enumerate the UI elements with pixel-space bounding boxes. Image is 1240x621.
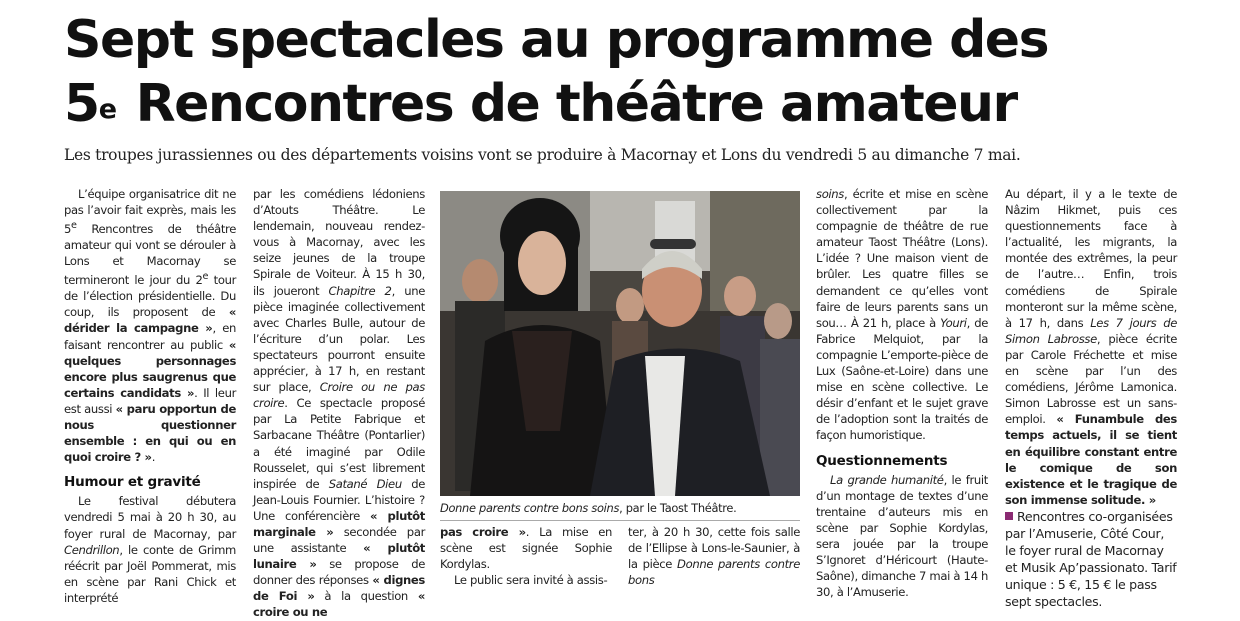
subheading-questionnements: Questionnements bbox=[816, 452, 948, 469]
headline-number: 5 bbox=[64, 74, 99, 134]
article-column-1 bbox=[64, 186, 236, 606]
headline-superscript: e bbox=[98, 94, 117, 125]
paragraph-continued: par les comédiens lédoniens d’Atouts Théâtre. Le lendemain, nouveau rendez-vous à Macornay, avec les seize jeunes de la troupe Spirale de Voiteur. À 15 h 30, ils joueront Chapitre 2, une pièce imaginée collectivement avec Charles Bulle, autour de l’écriture d’un polar. Les spectateurs pourront ensuite apprécier, à 17 h, en restant sur place, Croire ou ne pas croire. Ce spectacle proposé par La Petite Fabrique et Sarbacane Théâtre (Pontarlier) a été imaginé par Odile Rousselet, qui s’est librement inspirée de Satané Dieu de Jean-Louis Fournier. L’histoire ? Une conférencière « plutôt marginale » secondée par une assistante « plutôt lunaire » se propose de donner des réponses « dignes de Foi » à la question « croire ou ne bbox=[253, 187, 425, 620]
caption-title: Donne parents contre bons soins bbox=[440, 501, 620, 515]
paragraph-intro: L’équipe organisatrice dit ne pas l’avoir fait exprès, mais les 5e Rencontres de théâtre amateur qui vont se dérouler à Lons et Macornay se termineront le jour du 2e tour de l’élection présidentielle. Du coup, ils proposent de « dérider la campagne », en faisant rencontrer au public « quelques personnages encore plus saugrenus que certains candidats ». Il leur est aussi « paru opportun de nous questionner ensemble : en qui ou en quoi croire ? ». bbox=[64, 187, 236, 465]
paragraph-soins: soins, écrite et mise en scène collectivement par la compagnie de théâtre de rue amateur Taost Théâtre (Lons). L’idée ? Une maison vient de brûler. Les quatre filles se demandent ce qu’elles vont faire de leurs parents sans un sou… À 21 h, place à Youri, de Fabrice Melquiot, par la compagnie L’emporte-pièce de Lux (Saône-et-Loire) dans une mise en scène collective. Le désir d’enfant et le sujet grave de l’adoption sont la traités de façon humoristique. bbox=[816, 187, 989, 443]
paragraph-mise-en-scene: pas croire ». La mise en scène est signée Sophie Kordylas. bbox=[440, 525, 613, 572]
article-column-3 bbox=[440, 524, 612, 588]
headline-line-2 bbox=[64, 68, 1017, 140]
photo-illustration bbox=[440, 191, 800, 496]
paragraph-humanite: La grande humanité, le fruit d’un montage de textes d’une trentaine d’auteurs mis en scène par Sophie Kordylas, sera jouée par la troupe S’Ignoret d’Héricourt (Haute-Saône), dimanche 7 mai à 14 h 30, à l’Amuserie. bbox=[816, 472, 988, 600]
caption-rest: , par le Taost Théâtre. bbox=[619, 501, 737, 515]
bullet-square-icon bbox=[1005, 512, 1013, 520]
caption-divider bbox=[440, 520, 800, 521]
paragraph-public: Le public sera invité à assis- bbox=[454, 573, 608, 588]
photo-two-actors bbox=[440, 191, 800, 496]
deck-subtitle: Les troupes jurassiennes ou des départements voisins vont se produire à Macornay et Lons du vendredi 5 au dimanche 7 mai. bbox=[64, 146, 1021, 164]
article-column-2 bbox=[253, 186, 425, 621]
paragraph-ellipse: ter, à 20 h 30, cette fois salle de l’Ellipse à Lons-le-Saunier, à la pièce Donne parents contre bons bbox=[628, 525, 800, 588]
article-column-6 bbox=[1005, 186, 1177, 610]
article-column-4 bbox=[628, 524, 800, 588]
headline-line-1: Sept spectacles au programme des bbox=[64, 10, 1049, 70]
headline-rest: Rencontres de théâtre amateur bbox=[135, 74, 1017, 134]
subheading-humour: Humour et gravité bbox=[64, 474, 201, 491]
paragraph-festival: Le festival débutera vendredi 5 mai à 20 h 30, au foyer rural de Macornay, par Cendrillon, le conte de Grimm réécrit par Joël Pommerat, mis en scène par Rani Chick et interprété bbox=[64, 494, 236, 605]
article-column-5 bbox=[816, 186, 988, 600]
info-box: Rencontres co-organisées par l’Amuserie, Côté Cour, le foyer rural de Macornay et Musik Ap’passionato. Tarif unique : 5 €, 15 € le pass sept spectacles. bbox=[1005, 508, 1177, 609]
paragraph-hikmet: Au départ, il y a le texte de Nâzim Hikmet, puis ces questionnements face à l’actualité, les migrants, la montée des extrêmes, la peur de l’autre… Enfin, trois comédiens de Spirale monteront sur la même scène, à 17 h, dans Les 7 jours de Simon Labrosse, pièce écrite par Carole Fréchette et mise en scène par l’un des comédiens, Jérôme Lamonica. Simon Labrosse est un sans-emploi. « Funambule des temps actuels, il se tient en équilibre constant entre le comique de son existence et le tragique de son immense solitude. » bbox=[1005, 187, 1177, 507]
photo-caption bbox=[440, 500, 800, 516]
